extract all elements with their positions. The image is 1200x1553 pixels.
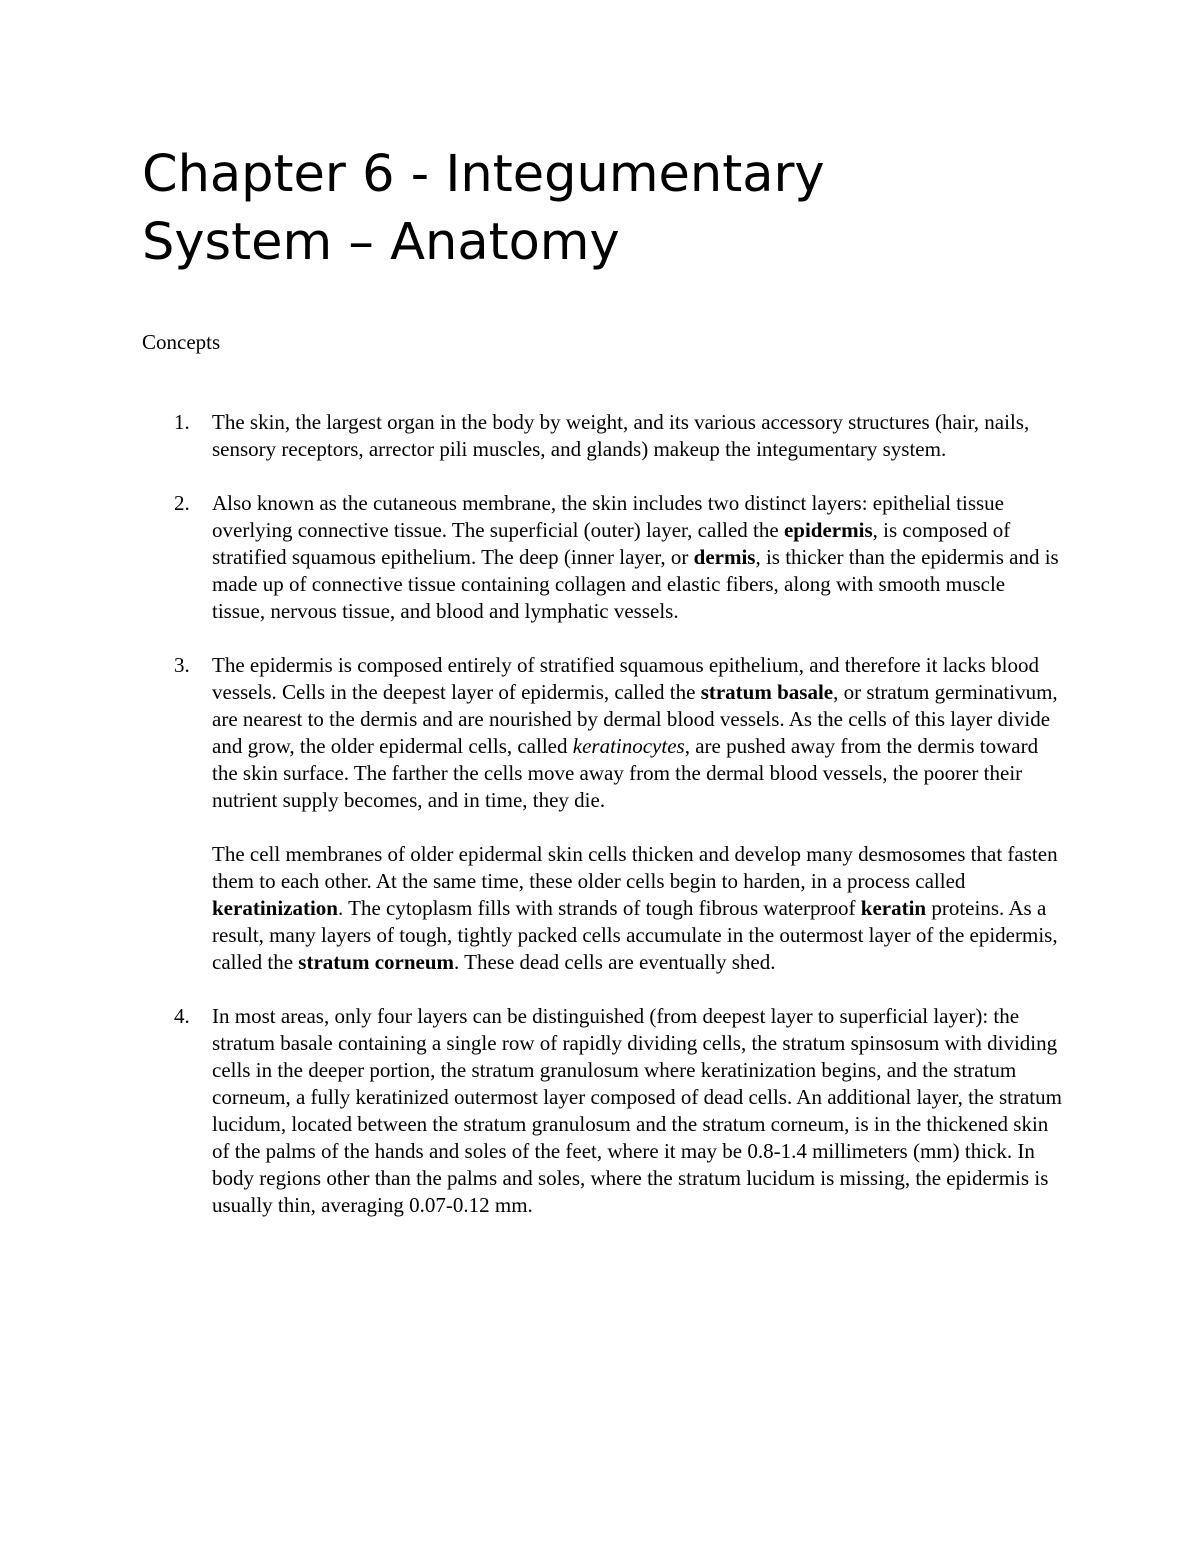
list-item	[142, 1003, 1062, 1219]
bold-term: stratum corneum	[298, 950, 455, 974]
list-item	[142, 652, 1062, 976]
section-heading-concepts: Concepts	[142, 330, 221, 354]
text-run: , are pushed away from the dermis toward the skin surface. The farther the cells move away from the dermal blood vessels, the poorer their nutrient supply becomes, and in time, they die.	[212, 734, 1039, 812]
text-run: . These dead cells are eventually shed.	[454, 950, 776, 974]
page-title	[142, 141, 1082, 277]
text-run: , or stratum germinativum, are nearest to the dermis and are nourished by dermal blood vessels. As the cells of this layer divide and grow, the older epidermal cells, called	[212, 680, 1058, 758]
list-item-number: 4.	[174, 1004, 190, 1028]
list-item-number: 3.	[174, 653, 190, 677]
bold-term: keratin	[860, 896, 927, 920]
text-run: , is thicker than the epidermis and is made up of connective tissue containing collagen and elastic fibers, along with smooth muscle tissue, nervous tissue, and blood and lymphatic vessels.	[212, 545, 1059, 623]
text-run: The cell membranes of older epidermal skin cells thicken and develop many desmosomes that fasten them to each other. At the same time, these older cells begin to harden, in a process called	[212, 842, 1058, 893]
list-item	[142, 490, 1062, 625]
concept-paragraph	[212, 490, 1062, 625]
concept-paragraph	[212, 841, 1062, 976]
concept-paragraph	[212, 409, 1062, 463]
concepts-list	[142, 409, 1062, 1246]
bold-term: stratum basale	[700, 680, 834, 704]
bold-term: epidermis	[783, 518, 873, 542]
title-line-2: System – Anatomy	[142, 213, 620, 272]
list-item-number: 2.	[174, 491, 190, 515]
bold-term: dermis	[693, 545, 756, 569]
concept-paragraph	[212, 1003, 1062, 1219]
title-line-1: Chapter 6 - Integumentary	[142, 145, 825, 204]
text-run: , is composed of stratified squamous epithelium. The deep (inner layer, or	[212, 518, 1011, 569]
bold-term: keratinization	[212, 896, 338, 920]
list-item-number: 1.	[174, 410, 190, 434]
text-run: In most areas, only four layers can be distinguished (from deepest layer to superficial layer): the stratum basale containing a single row of rapidly dividing cells, the stratum spinsosum with dividing cells in the deeper portion, the stratum granulosum where keratinization begins, and the stratum corneum, a fully keratinized outermost layer composed of dead cells. An additional layer, the stratum lucidum, located between the stratum granulosum and the stratum corneum, is in the thickened skin of the palms of the hands and soles of the feet, where it may be 0.8-1.4 millimeters (mm) thick. In body regions other than the palms and soles, where the stratum lucidum is missing, the epidermis is usually thin, averaging 0.07-0.12 mm.	[212, 1004, 1062, 1217]
list-item	[142, 409, 1062, 463]
text-run: The skin, the largest organ in the body by weight, and its various accessory structures (hair, nails, sensory receptors, arrector pili muscles, and glands) makeup the integumentary system.	[212, 410, 1030, 461]
concept-paragraph	[212, 652, 1062, 814]
text-run: . The cytoplasm fills with strands of tough fibrous waterproof	[338, 896, 861, 920]
text-run: Also known as the cutaneous membrane, the skin includes two distinct layers: epithelial tissue overlying connective tissue. The superficial (outer) layer, called the	[212, 491, 1005, 542]
text-run: proteins. As a result, many layers of tough, tightly packed cells accumulate in the outermost layer of the epidermis, called the	[212, 896, 1058, 974]
italic-term: keratinocytes	[572, 734, 685, 758]
text-run: The epidermis is composed entirely of stratified squamous epithelium, and therefore it lacks blood vessels. Cells in the deepest layer of epidermis, called the	[212, 653, 1039, 704]
